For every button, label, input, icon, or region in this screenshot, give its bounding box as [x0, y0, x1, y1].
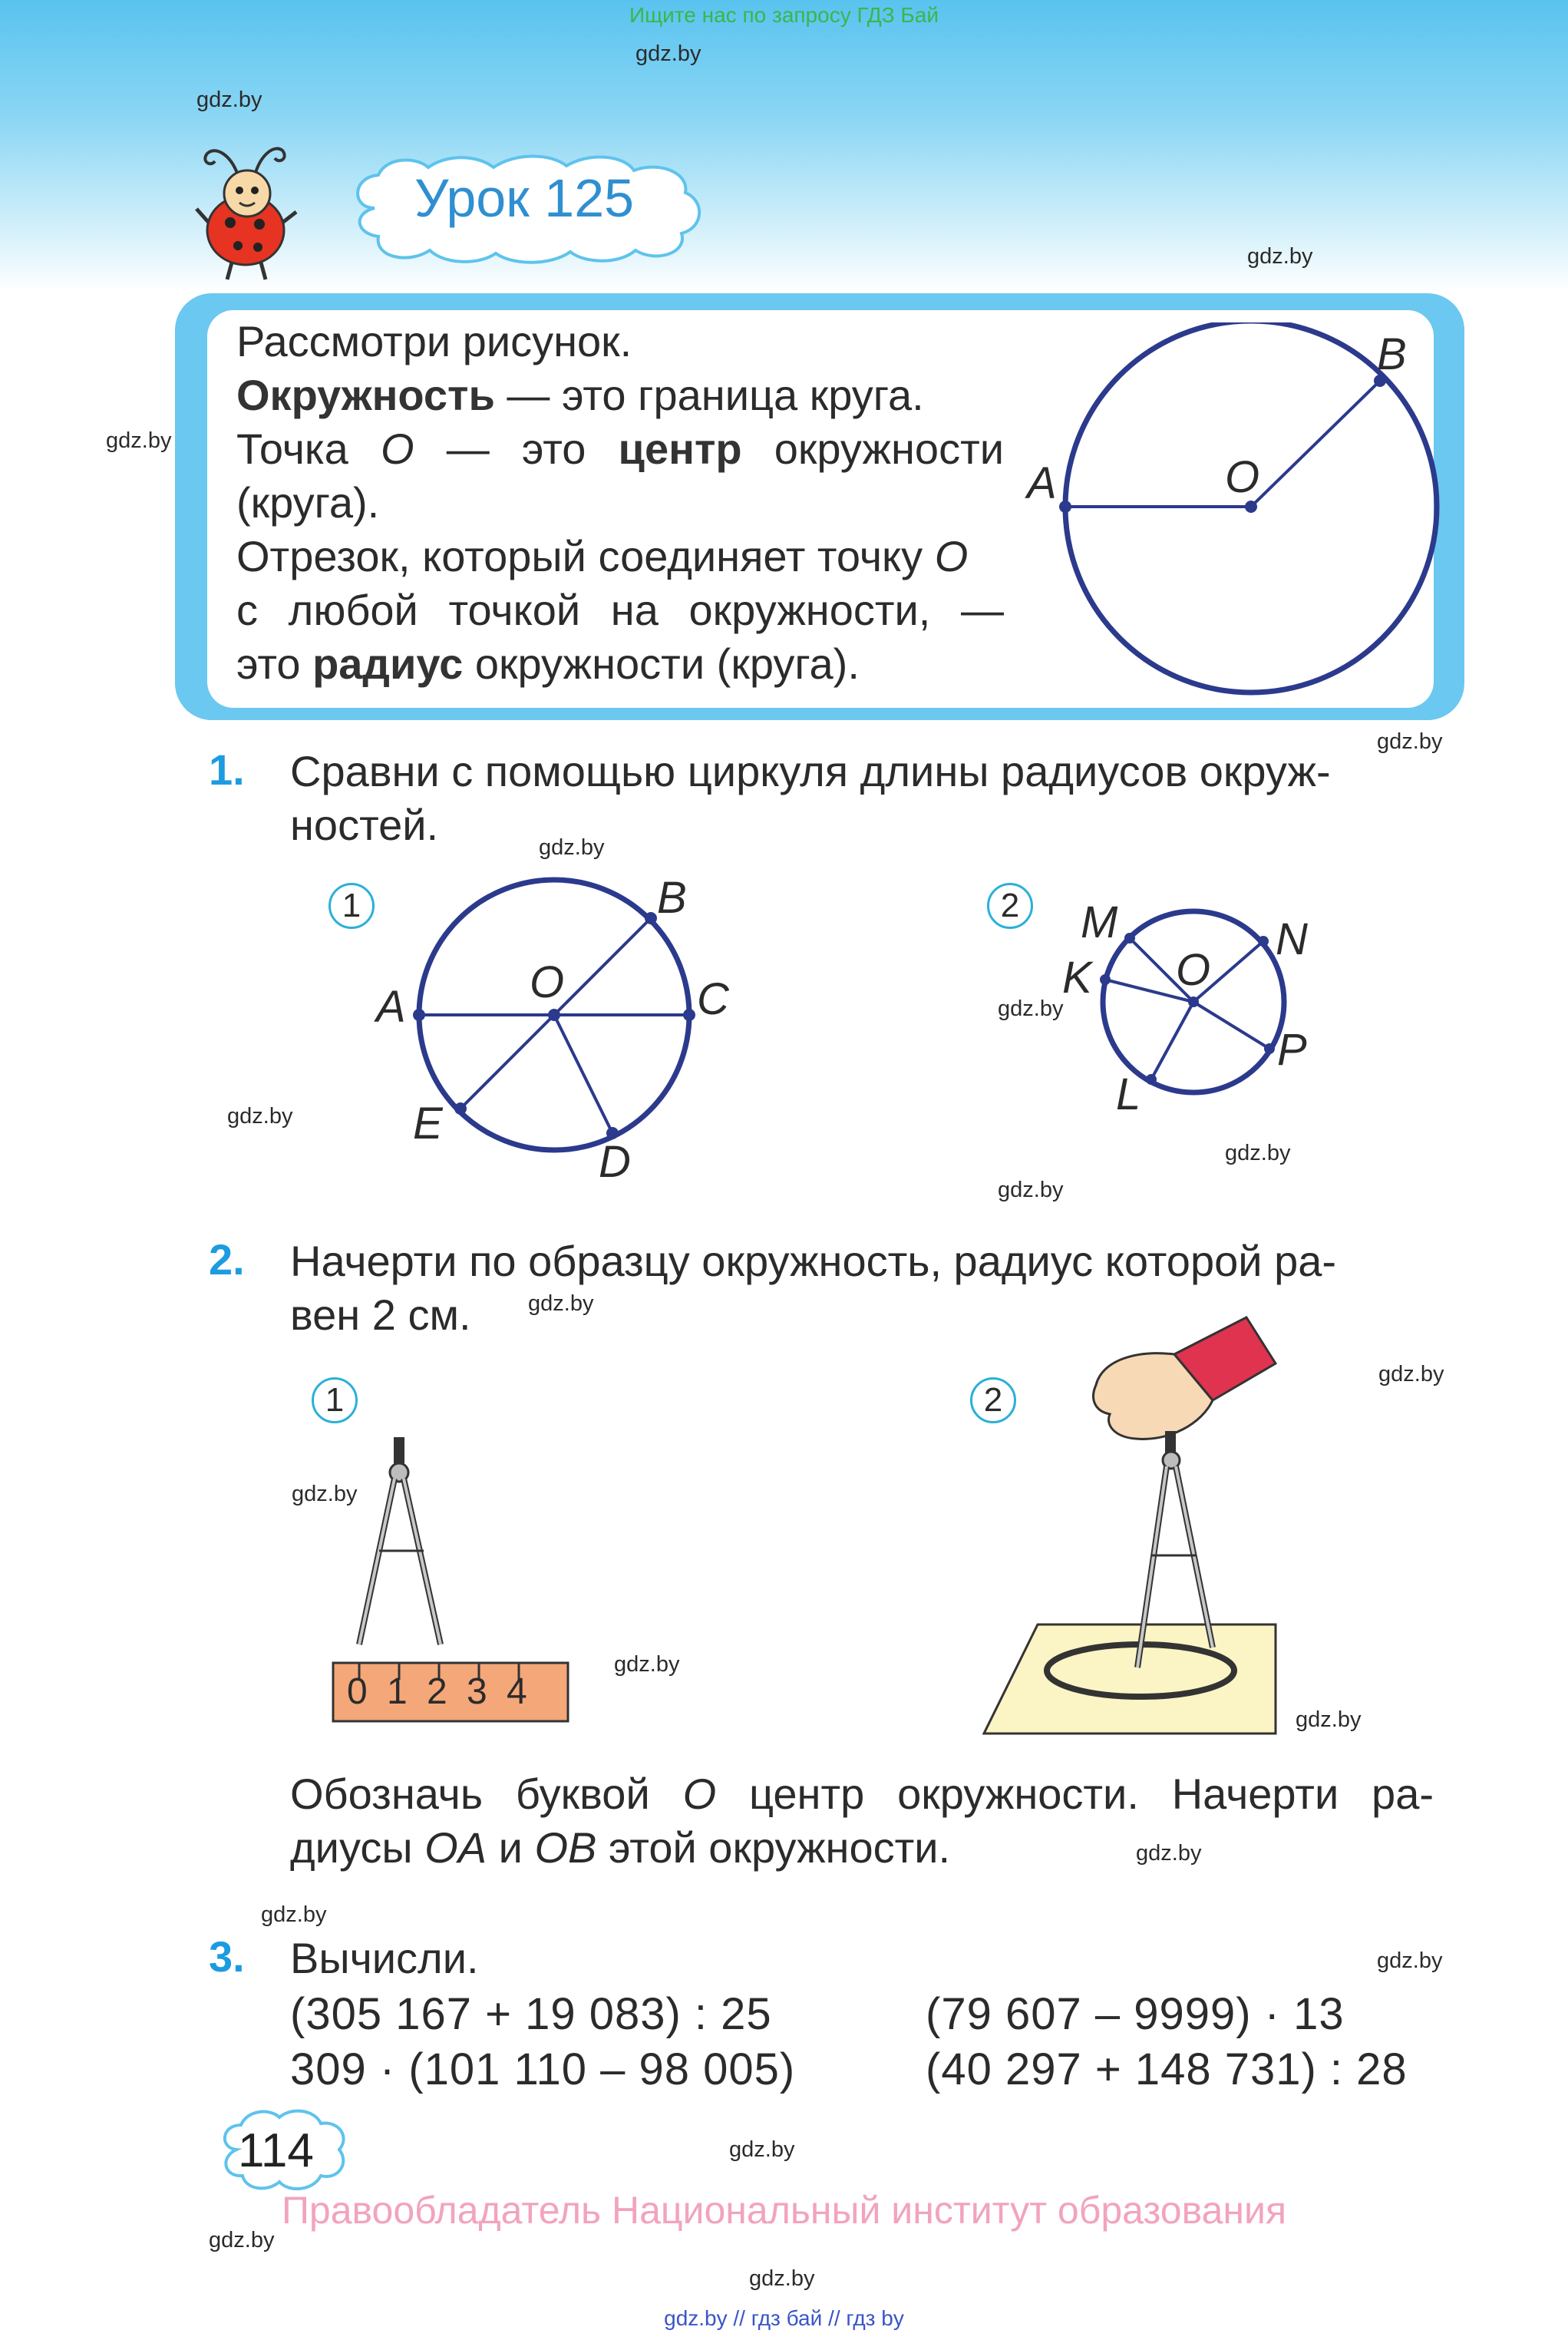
- ruler-digit: 0: [347, 1671, 368, 1712]
- point-a: [1059, 501, 1071, 513]
- point-c: [683, 1009, 695, 1021]
- point-o: [548, 1009, 560, 1021]
- definition-line: (круга).: [236, 478, 380, 527]
- definition-line: Отрезок, который соединяет точку O: [236, 532, 969, 580]
- definition-line: Окружность — это граница круга.: [236, 371, 924, 419]
- task-3-title: Вычисли.: [290, 1934, 479, 1982]
- label-c: C: [697, 974, 729, 1024]
- drawing-with-compass-figure: [982, 1310, 1335, 1740]
- label-l: L: [1116, 1069, 1141, 1119]
- radius-ob: [1251, 381, 1380, 507]
- watermark: gdz.by: [292, 1482, 358, 1506]
- figure-number: 2: [987, 883, 1033, 929]
- page-number: 114: [238, 2124, 314, 2177]
- watermark: gdz.by: [106, 428, 172, 453]
- definition-line: это радиус окружности (круга).: [236, 640, 860, 688]
- label-k: K: [1062, 953, 1092, 1003]
- watermark: gdz.by: [729, 2137, 795, 2162]
- search-hint: Ищите нас по запросу ГДЗ Бай: [629, 3, 939, 27]
- point-n: [1258, 936, 1269, 947]
- watermark: gdz.by: [998, 996, 1064, 1021]
- ruler-digit: 2: [427, 1671, 447, 1712]
- task-2-number: 2.: [209, 1235, 245, 1284]
- task-2-followup-line: Обозначь буквой O центр окружности. Начерти ра-: [290, 1770, 1434, 1818]
- watermark: gdz.by: [196, 88, 262, 112]
- label-a: A: [376, 982, 406, 1032]
- task-1-line: ностей.: [290, 801, 439, 849]
- expression: (79 607 – 9999) · 13: [926, 1989, 1345, 2039]
- radius-op: [1193, 1002, 1269, 1049]
- watermark: gdz.by: [998, 1178, 1064, 1202]
- point-b: [645, 912, 657, 924]
- figure-number: 1: [328, 883, 375, 929]
- label-o: O: [1176, 945, 1211, 995]
- watermark: gdz.by: [749, 2266, 815, 2291]
- watermark: gdz.by: [528, 1291, 594, 1316]
- expression: (40 297 + 148 731) : 28: [926, 2044, 1408, 2094]
- watermark: gdz.by: [227, 1104, 293, 1129]
- radius-ob: [554, 918, 651, 1015]
- point-a: [413, 1009, 425, 1021]
- watermark: gdz.by: [614, 1652, 680, 1677]
- radius-od: [554, 1015, 612, 1133]
- radius-oe: [460, 1015, 554, 1109]
- label-a: A: [1027, 458, 1057, 508]
- label-e: E: [413, 1099, 443, 1149]
- label-b: B: [657, 873, 687, 923]
- task-1-line: Сравни с помощью циркуля длины радиусов окруж-: [290, 747, 1331, 795]
- watermark: gdz.by: [1378, 1362, 1444, 1386]
- compass-handle-icon: [1165, 1431, 1176, 1454]
- point-o: [1188, 996, 1199, 1007]
- label-n: N: [1276, 914, 1308, 964]
- ruler-digit: 3: [467, 1671, 487, 1712]
- copyright-notice: Правообладатель Национальный институт образования: [281, 2189, 1287, 2232]
- watermark: gdz.by: [261, 1902, 327, 1927]
- task-2-line: Начерти по образцу окружность, радиус которой ра-: [290, 1237, 1337, 1285]
- ruler-digit: 1: [387, 1671, 408, 1712]
- watermark: gdz.by: [1225, 1141, 1291, 1165]
- point-e: [454, 1102, 467, 1115]
- task-1-text: [290, 745, 1434, 852]
- figure-number: 1: [312, 1377, 358, 1423]
- definition-text: [236, 315, 1004, 691]
- watermark: gdz.by: [1377, 1948, 1443, 1973]
- expression: (305 167 + 19 083) : 25: [290, 1989, 772, 2039]
- watermark: gdz.by: [1247, 244, 1313, 269]
- task-2-followup-line: диусы OA и OB этой окружности.: [290, 1823, 951, 1872]
- point-k: [1100, 974, 1111, 985]
- task-1-number: 1.: [209, 745, 245, 794]
- point-p: [1264, 1043, 1275, 1054]
- label-b: B: [1377, 329, 1407, 379]
- point-l: [1146, 1074, 1157, 1085]
- ruler-digit: 4: [507, 1671, 527, 1712]
- ruler-icon: [333, 1663, 568, 1721]
- lesson-title: Урок 125: [414, 168, 635, 228]
- label-m: M: [1081, 897, 1118, 947]
- watermark: gdz.by: [1296, 1707, 1362, 1732]
- watermark: gdz.by: [1377, 729, 1443, 754]
- compass-handle-icon: [394, 1437, 404, 1463]
- point-m: [1124, 933, 1135, 944]
- definition-line: Точка O — это центр окружности: [236, 425, 1004, 473]
- footer-links[interactable]: gdz.by // гдз бай // гдз by: [664, 2306, 904, 2330]
- watermark: gdz.by: [635, 41, 701, 66]
- task-2-line: вен 2 см.: [290, 1291, 471, 1339]
- circle-definition-figure: [1021, 322, 1451, 706]
- expression: 309 · (101 110 – 98 005): [290, 2044, 796, 2094]
- definition-line: Рассмотри рисунок.: [236, 317, 632, 365]
- task-3-number: 3.: [209, 1932, 245, 1981]
- definition-line: с любой точкой на окружности, —: [236, 586, 1004, 634]
- task-2-followup: [290, 1767, 1434, 1875]
- radius-ol: [1151, 1002, 1193, 1079]
- label-d: D: [599, 1137, 631, 1187]
- ladybug-mascot-icon: [184, 138, 307, 284]
- label-o: O: [530, 957, 565, 1007]
- watermark: gdz.by: [209, 2228, 275, 2252]
- label-p: P: [1277, 1025, 1307, 1075]
- figure-number: 2: [970, 1377, 1016, 1423]
- watermark: gdz.by: [1136, 1841, 1202, 1866]
- watermark: gdz.by: [539, 835, 605, 860]
- label-o: O: [1225, 452, 1260, 502]
